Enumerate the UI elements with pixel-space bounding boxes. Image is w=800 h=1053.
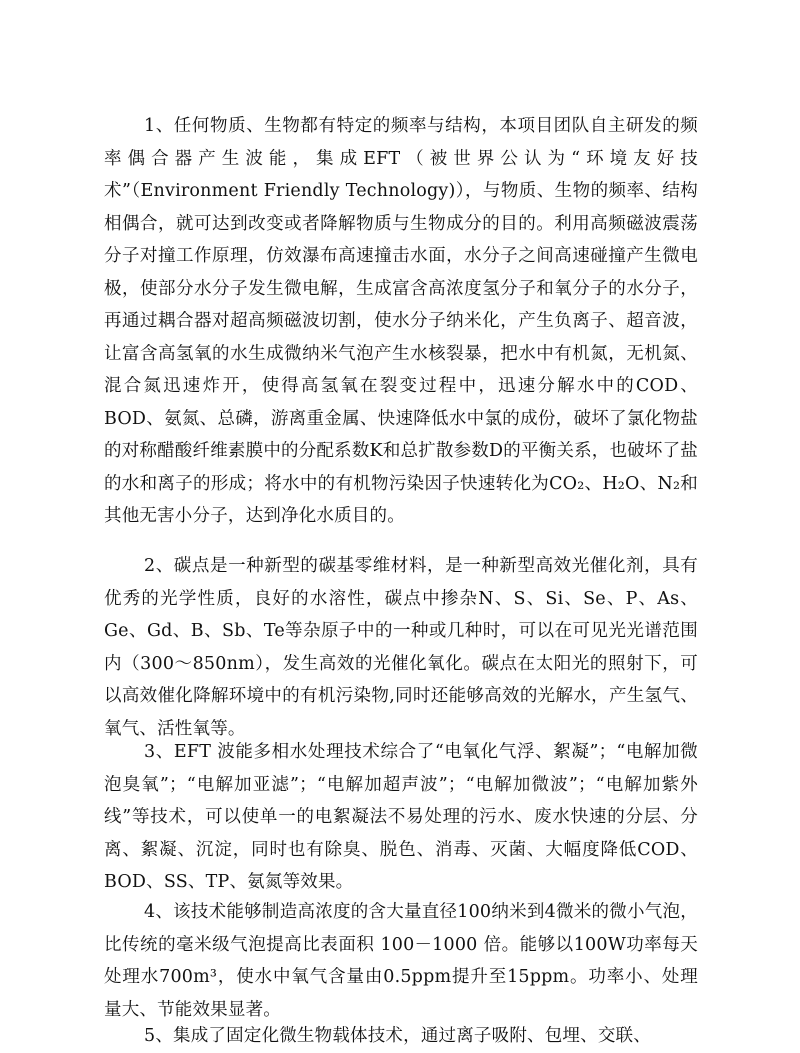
paragraph-2: 2、碳点是一种新型的碳基零维材料，是一种新型高效光催化剂，具有优秀的光学性质，良好的水溶性，碳点中掺杂N、S、Si、Se、P、As、Ge、Gd、B、Sb、Te等杂原子中的一种或几种时，可以在可见光光谱范围内（300～850nm），发生高效的光催化氧化。碳点在太阳光的照射下，可以高效催化降解环境中的有机污染物,同时还能够高效的光解水，产生氢气、氧气、活性氧等。 bbox=[104, 556, 698, 739]
paragraph-1: 1、任何物质、生物都有特定的频率与结构，本项目团队自主研发的频率偶合器产生波能，集成EFT（被世界公认为“环境友好技术”（Environment Friendly Technology)），与物质、生物的频率、结构相偶合，就可达到改变或者降解物质与生物成分的目的。利用高频磁波震荡分子对撞工作原理，仿效瀑布高速撞击水面，水分子之间高速碰撞产生微电极，使部分水分子发生微电解，生成富含高浓度氢分子和氧分子的水分子，再通过耦合器对超高频磁波切割，使水分子纳米化，产生负离子、超音波，让富含高氢氧的水生成微纳米气泡产生水核裂暴，把水中有机氮，无机氮、混合氮迅速炸开，使得高氢氧在裂变过程中，迅速分解水中的COD、BOD、氨氮、总磷，游离重金属、快速降低水中氯的成份，破坏了氯化物盐的对称醋酸纤维素膜中的分配系数K和总扩散参数D的平衡关系，也破坏了盐的水和离子的形成；将水中的有机物污染因子快速转化为CO₂、H₂O、N₂和其他无害小分子，达到净化水质目的。 bbox=[104, 116, 698, 526]
paragraph-5: 5、集成了固定化微生物载体技术，通过离子吸附、包埋、交联、 bbox=[144, 1026, 651, 1046]
paragraph-3: 3、EFT 波能多相水处理技术综合了“电氧化气浮、絮凝”；“电解加微泡臭氧”；“电解加亚滤”；“电解加超声波”；“电解加微波”；“电解加紫外线”等技术，可以使单一的电絮凝法不易处理的污水、废水快速的分层、分离、絮凝、沉淀，同时也有除臭、脱色、消毒、灭菌、大幅度降低COD、BOD、SS、TP、氨氮等效果。 bbox=[104, 742, 698, 892]
paragraph-4: 4、该技术能够制造高浓度的含大量直径100纳米到4微米的微小气泡，比传统的毫米级气泡提高比表面积 100－1000 倍。能够以100W功率每天处理水700m³，使水中氧气含量由0.5ppm提升至15ppm。功率小、处理量大、节能效果显著。 bbox=[104, 902, 698, 1020]
